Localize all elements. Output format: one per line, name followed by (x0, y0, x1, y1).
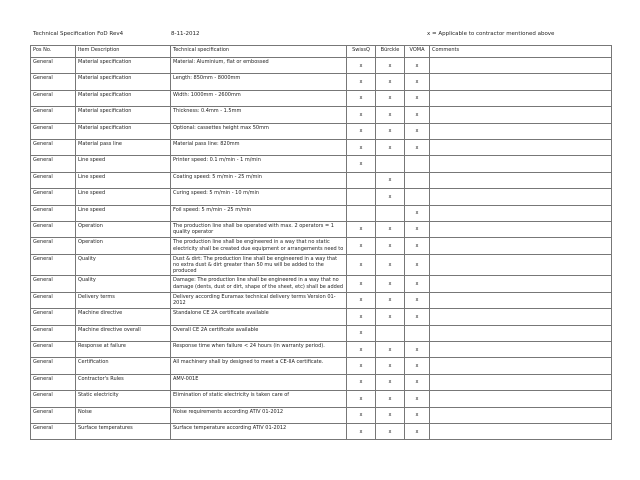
cell-swissq: x (347, 107, 376, 123)
cell-item: Response at failure (76, 342, 171, 358)
cell-swissq: x (347, 238, 376, 254)
cell-swissq: x (347, 358, 376, 374)
table-row (31, 107, 612, 123)
cell-comments (430, 309, 612, 325)
cell-spec: Damage: The production line shall be engineered in a way that no damage (dents, dust or dirt, shape of the sheet, etc) shall be added (171, 276, 347, 292)
cell-spec: Response time when failure < 24 hours (in warranty period). (171, 342, 347, 358)
cell-voma: x (405, 391, 430, 407)
cell-spec: Width: 1000mm - 2600mm (171, 90, 347, 106)
cell-item: Surface temperatures (76, 423, 171, 439)
cell-swissq (347, 205, 376, 221)
cell-pos: General (31, 407, 76, 423)
cell-swissq (347, 172, 376, 188)
cell-swissq: x (347, 391, 376, 407)
table-row (31, 407, 612, 423)
cell-voma (405, 325, 430, 341)
cell-voma (405, 189, 430, 205)
cell-spec: Overall CE 2A certificate available (171, 325, 347, 341)
cell-comments (430, 238, 612, 254)
cell-item: Operation (76, 238, 171, 254)
cell-pos: General (31, 254, 76, 276)
cell-voma: x (405, 123, 430, 139)
cell-comments (430, 90, 612, 106)
cell-burckle: x (376, 172, 405, 188)
cell-comments (430, 74, 612, 90)
table-row (31, 172, 612, 188)
cell-pos: General (31, 123, 76, 139)
cell-item: Line speed (76, 205, 171, 221)
cell-item: Operation (76, 221, 171, 237)
table-row (31, 292, 612, 308)
cell-item: Material specification (76, 107, 171, 123)
table-row (31, 309, 612, 325)
cell-voma (405, 172, 430, 188)
cell-spec: The production line shall be engineered in a way that no static electricity shall be created due equipment or arrangements need to (171, 238, 347, 254)
cell-pos: General (31, 139, 76, 155)
cell-pos: General (31, 189, 76, 205)
table-row (31, 374, 612, 390)
column-header-voma: VOMA (405, 46, 430, 58)
cell-burckle: x (376, 74, 405, 90)
cell-burckle (376, 205, 405, 221)
cell-comments (430, 156, 612, 172)
cell-swissq: x (347, 90, 376, 106)
table-row (31, 74, 612, 90)
cell-voma: x (405, 238, 430, 254)
cell-pos: General (31, 74, 76, 90)
cell-burckle: x (376, 254, 405, 276)
cell-swissq: x (347, 325, 376, 341)
cell-voma (405, 156, 430, 172)
cell-item: Material specification (76, 90, 171, 106)
table-row (31, 123, 612, 139)
cell-spec: Printer speed: 0.1 m/min - 1 m/min (171, 156, 347, 172)
cell-burckle: x (376, 391, 405, 407)
cell-comments (430, 391, 612, 407)
cell-swissq: x (347, 156, 376, 172)
cell-pos: General (31, 156, 76, 172)
cell-swissq: x (347, 407, 376, 423)
cell-item: Material specification (76, 58, 171, 74)
cell-item: Line speed (76, 156, 171, 172)
legend-note: x = Applicable to contractor mentioned above (427, 31, 555, 37)
table-header-row (31, 46, 612, 58)
cell-pos: General (31, 172, 76, 188)
table-row (31, 205, 612, 221)
cell-voma: x (405, 90, 430, 106)
cell-burckle: x (376, 309, 405, 325)
cell-voma: x (405, 139, 430, 155)
cell-swissq: x (347, 342, 376, 358)
column-header-item: Item Description (76, 46, 171, 58)
cell-item: Certification (76, 358, 171, 374)
cell-spec: Delivery according Euramax technical delivery terms Version 01-2012 (171, 292, 347, 308)
column-header-comments: Comments (430, 46, 612, 58)
table-row (31, 156, 612, 172)
cell-comments (430, 423, 612, 439)
cell-item: Noise (76, 407, 171, 423)
cell-swissq: x (347, 221, 376, 237)
table-row (31, 358, 612, 374)
column-header-burckle: Bürckle (376, 46, 405, 58)
table-row (31, 189, 612, 205)
specification-table (30, 45, 612, 440)
cell-voma: x (405, 309, 430, 325)
cell-spec: Standalone CE 2A certificate available (171, 309, 347, 325)
cell-burckle: x (376, 342, 405, 358)
cell-burckle: x (376, 139, 405, 155)
cell-spec: Material pass line: 820mm (171, 139, 347, 155)
cell-spec: Length: 850mm - 8000mm (171, 74, 347, 90)
cell-comments (430, 139, 612, 155)
cell-spec: Noise requirements according ATIV 01-2012 (171, 407, 347, 423)
cell-item: Line speed (76, 172, 171, 188)
cell-swissq: x (347, 309, 376, 325)
cell-pos: General (31, 238, 76, 254)
cell-burckle: x (376, 107, 405, 123)
table-body (31, 58, 612, 440)
cell-spec: Foil speed: 5 m/min - 25 m/min (171, 205, 347, 221)
cell-burckle: x (376, 276, 405, 292)
cell-swissq: x (347, 276, 376, 292)
cell-item: Machine directive (76, 309, 171, 325)
cell-swissq (347, 189, 376, 205)
cell-voma: x (405, 205, 430, 221)
cell-pos: General (31, 292, 76, 308)
cell-swissq: x (347, 139, 376, 155)
cell-spec: AMV-001E (171, 374, 347, 390)
cell-comments (430, 123, 612, 139)
column-header-swissq: SwissQ (347, 46, 376, 58)
cell-spec: Dust & dirt: The production line shall be engineered in a way that no extra dust & dirt greater than 50 mu will be added to the produced (171, 254, 347, 276)
cell-item: Quality (76, 254, 171, 276)
cell-pos: General (31, 58, 76, 74)
cell-burckle: x (376, 58, 405, 74)
cell-comments (430, 205, 612, 221)
cell-comments (430, 172, 612, 188)
cell-pos: General (31, 205, 76, 221)
cell-comments (430, 221, 612, 237)
table-row (31, 139, 612, 155)
column-header-spec: Technical specification (171, 46, 347, 58)
cell-voma: x (405, 374, 430, 390)
cell-burckle: x (376, 90, 405, 106)
cell-burckle: x (376, 292, 405, 308)
cell-pos: General (31, 342, 76, 358)
cell-burckle: x (376, 358, 405, 374)
cell-pos: General (31, 221, 76, 237)
cell-item: Machine directive overall (76, 325, 171, 341)
cell-swissq: x (347, 123, 376, 139)
cell-burckle: x (376, 123, 405, 139)
cell-burckle: x (376, 407, 405, 423)
cell-swissq: x (347, 254, 376, 276)
cell-burckle: x (376, 374, 405, 390)
cell-comments (430, 374, 612, 390)
cell-comments (430, 358, 612, 374)
cell-item: Quality (76, 276, 171, 292)
cell-pos: General (31, 107, 76, 123)
cell-pos: General (31, 325, 76, 341)
cell-comments (430, 276, 612, 292)
cell-pos: General (31, 423, 76, 439)
cell-voma: x (405, 342, 430, 358)
cell-item: Material pass line (76, 139, 171, 155)
cell-item: Line speed (76, 189, 171, 205)
cell-burckle: x (376, 238, 405, 254)
cell-voma: x (405, 107, 430, 123)
table-row (31, 391, 612, 407)
cell-spec: All machinery shall by designed to meet a CE-IIA certificate. (171, 358, 347, 374)
cell-burckle: x (376, 221, 405, 237)
cell-spec: The production line shall be operated with max. 2 operators = 1 quality operator (171, 221, 347, 237)
cell-voma: x (405, 221, 430, 237)
cell-item: Material specification (76, 74, 171, 90)
cell-spec: Coating speed: 5 m/min - 25 m/min (171, 172, 347, 188)
cell-voma: x (405, 276, 430, 292)
cell-comments (430, 292, 612, 308)
table-row (31, 238, 612, 254)
cell-spec: Elimination of static electricity is taken care of (171, 391, 347, 407)
cell-item: Material specification (76, 123, 171, 139)
cell-burckle: x (376, 189, 405, 205)
document-header (33, 31, 640, 41)
cell-voma: x (405, 58, 430, 74)
cell-burckle: x (376, 423, 405, 439)
cell-spec: Surface temperature according ATIV 01-2012 (171, 423, 347, 439)
document-date: 8-11-2012 (171, 31, 200, 37)
cell-voma: x (405, 358, 430, 374)
cell-pos: General (31, 391, 76, 407)
cell-comments (430, 407, 612, 423)
table-row (31, 58, 612, 74)
cell-spec: Curing speed: 5 m/min - 10 m/min (171, 189, 347, 205)
column-header-pos: Pos No. (31, 46, 76, 58)
cell-burckle (376, 156, 405, 172)
cell-spec: Optional: cassettes height max 50mm (171, 123, 347, 139)
cell-comments (430, 189, 612, 205)
cell-item: Static electricity (76, 391, 171, 407)
cell-pos: General (31, 276, 76, 292)
table-row (31, 342, 612, 358)
cell-voma: x (405, 254, 430, 276)
cell-burckle (376, 325, 405, 341)
cell-voma: x (405, 407, 430, 423)
table-row (31, 90, 612, 106)
cell-voma: x (405, 74, 430, 90)
cell-comments (430, 58, 612, 74)
cell-swissq: x (347, 423, 376, 439)
cell-spec: Thickness: 0.4mm - 1.5mm (171, 107, 347, 123)
cell-pos: General (31, 374, 76, 390)
table-row (31, 325, 612, 341)
cell-pos: General (31, 358, 76, 374)
document-title: Technical Specification FoD Rev4 (33, 31, 124, 37)
cell-swissq: x (347, 292, 376, 308)
cell-swissq: x (347, 58, 376, 74)
table-row (31, 221, 612, 237)
cell-swissq: x (347, 374, 376, 390)
table-row (31, 254, 612, 276)
cell-voma: x (405, 423, 430, 439)
cell-pos: General (31, 90, 76, 106)
table-row (31, 276, 612, 292)
cell-comments (430, 325, 612, 341)
cell-comments (430, 342, 612, 358)
cell-spec: Material: Aluminium, flat or embossed (171, 58, 347, 74)
cell-item: Contractor's Rules (76, 374, 171, 390)
cell-item: Delivery terms (76, 292, 171, 308)
cell-pos: General (31, 309, 76, 325)
cell-comments (430, 254, 612, 276)
cell-comments (430, 107, 612, 123)
table-row (31, 423, 612, 439)
cell-voma: x (405, 292, 430, 308)
cell-swissq: x (347, 74, 376, 90)
